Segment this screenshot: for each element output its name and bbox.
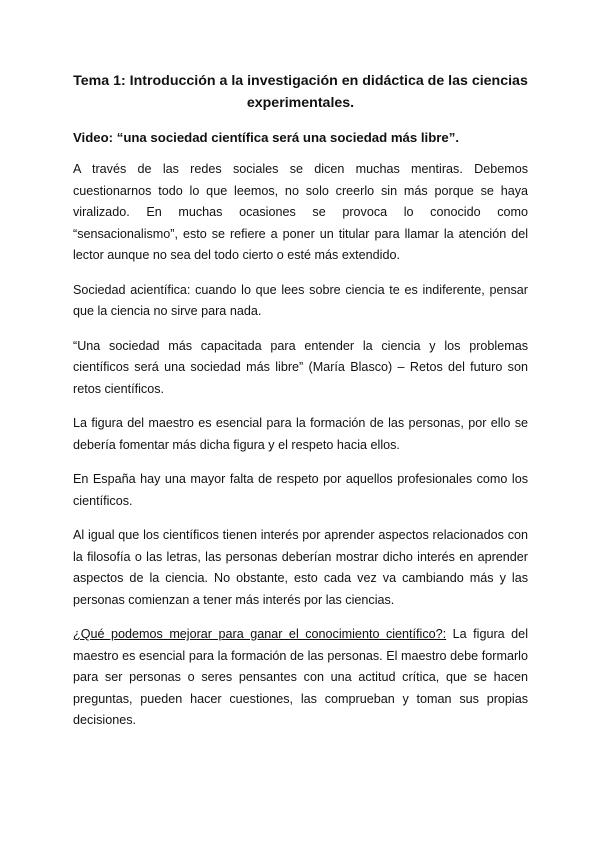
paragraph-quote: “Una sociedad más capacitada para entender la ciencia y los problemas científicos será una sociedad más libre” (María Blasco) – Retos del futuro son retos científicos. [73, 338, 528, 396]
paragraph-unscientific-society: Sociedad acientífica: cuando lo que lees sobre ciencia te es indiferente, pensar que la ciencia no sirve para nada. [73, 282, 528, 318]
paragraph-final [73, 624, 528, 732]
document-title: Tema 1: Introducción a la investigación en didáctica de las ciencias experimentales. [73, 73, 528, 111]
final-answer: La figura del maestro es esencial para la formación de las personas. El maestro debe formarlo para ser personas o seres pensantes con una actitud crítica, que se hacen preguntas, pueden hacer cuestiones, las comprueban y toman sus propias decisiones. [73, 627, 528, 727]
paragraph-spain-respect: En España hay una mayor falta de respeto por aquellos profesionales como los científicos. [73, 472, 528, 508]
paragraph-teacher-role: La figura del maestro es esencial para la formación de las personas, por ello se debería fomentar más dicha figura y el respeto hacia ellos. [73, 416, 528, 452]
paragraph-fake-news: A través de las redes sociales se dicen muchas mentiras. Debemos cuestionarnos todo lo que leemos, no solo creerlo sin más porque se haya viralizado. En muchas ocasiones se provoca lo conocido como “sensacionalismo”, esto se refiere a poner un titular para llamar la atención del lector aunque no sea del todo cierto o esté más extendido. [73, 162, 528, 262]
final-question: ¿Qué podemos mejorar para ganar el conocimiento científico?: [73, 627, 447, 641]
video-subtitle: Video: “una sociedad científica será una sociedad más libre”. [73, 130, 459, 145]
paragraph-interest: Al igual que los científicos tienen interés por aprender aspectos relacionados con la filosofía o las letras, las personas deberían mostrar dicho interés en aprender aspectos de la ciencia. No obstante, esto cada vez va cambiando más y las personas comienzan a tener más interés por las ciencias. [73, 528, 528, 607]
